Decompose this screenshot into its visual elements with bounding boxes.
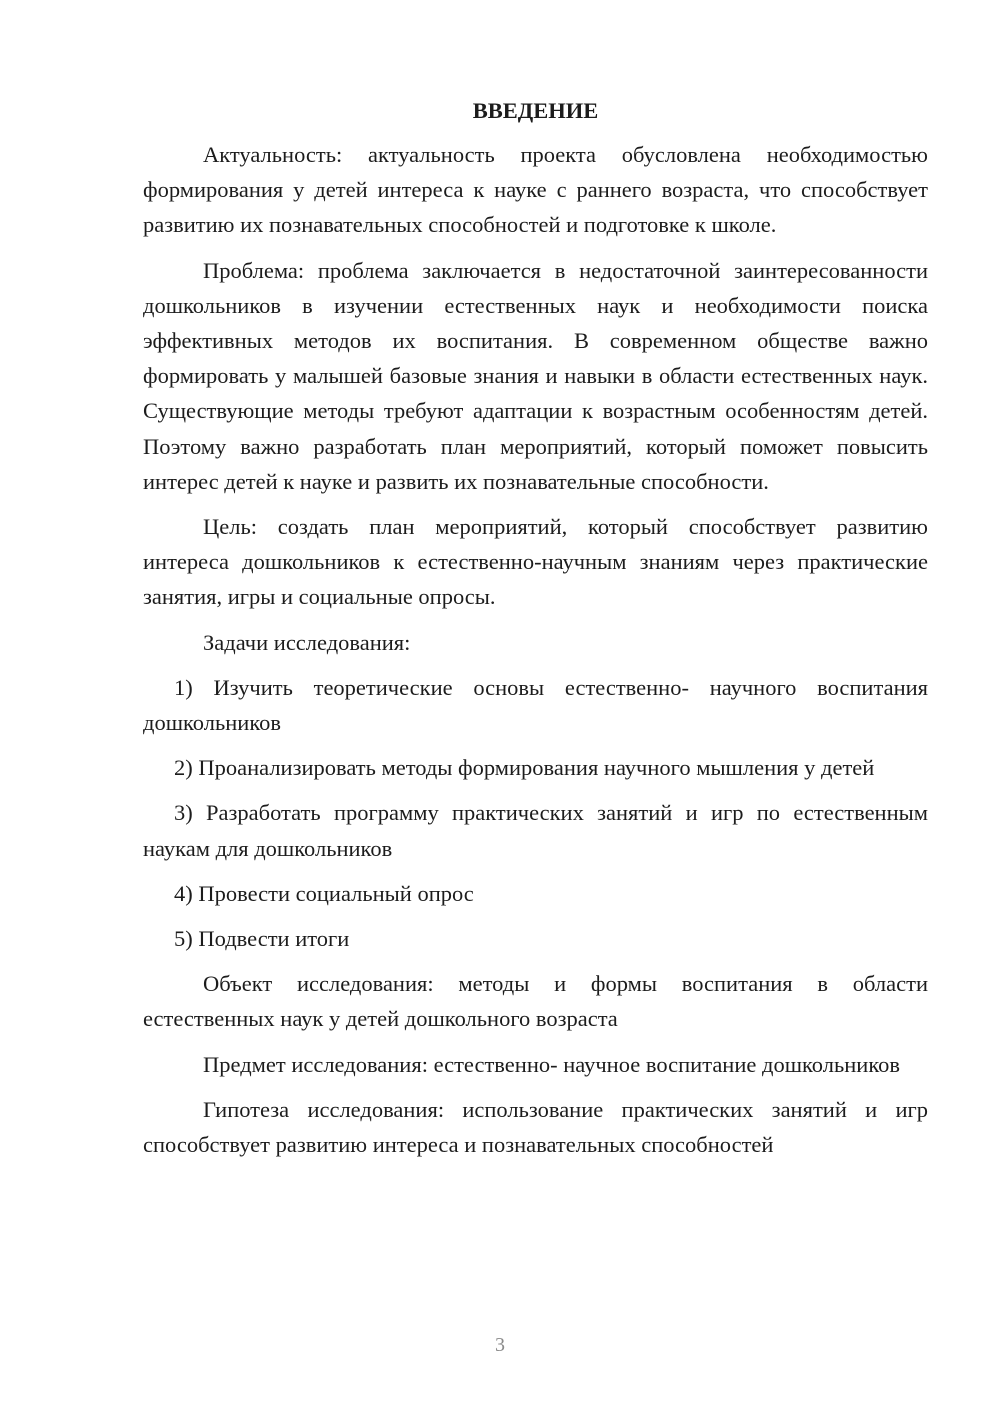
paragraph-goal: Цель: создать план мероприятий, который способствует развитию интереса дошкольников к естественно-научным знаниям через практические занятия, игры и социальные опросы. [143,514,928,610]
paragraph-problem: Проблема: проблема заключается в недостаточной заинтересованности дошкольников в изучении естественных наук и необходимости поиска эффективных методов их воспитания. В современном обществе важно формировать у малышей базовые знания и навыки в области естественных наук. Существующие методы требуют адаптации к возрастным особенностям детей. Поэтому важно разработать план мероприятий, который поможет повысить интерес детей к науке и развить их познавательные способности. [143,257,928,494]
section-title: ВВЕДЕНИЕ [472,98,599,123]
task-item-2: 2) Проанализировать методы формирования научного мышления у детей [174,755,875,781]
task-item-1: 1) Изучить теоретические основы естественно- научного воспитания дошкольников [143,674,928,736]
task-item-3: 3) Разработать программу практических занятий и игр по естественным наукам для дошкольников [143,800,928,861]
paragraph-relevance: Актуальность: актуальность проекта обусловлена необходимостью формирования у детей интереса к науке с раннего возраста, что способствует развитию их познавательных способностей и подготовке к школе. [143,142,928,238]
task-item-5: 5) Подвести итоги [174,926,350,952]
page-number: 3 [495,1334,505,1356]
paragraph-subject: Предмет исследования: естественно- научное воспитание дошкольников [203,1051,900,1077]
tasks-heading: Задачи исследования: [203,629,411,655]
paragraph-hypothesis: Гипотеза исследования: использование практических занятий и игр способствует развитию интереса и познавательных способностей [143,1096,928,1158]
paragraph-object: Объект исследования: методы и формы воспитания в области естественных наук у детей дошкольного возраста [143,971,928,1032]
page-content [143,95,928,1172]
task-item-4: 4) Провести социальный опрос [174,880,474,906]
